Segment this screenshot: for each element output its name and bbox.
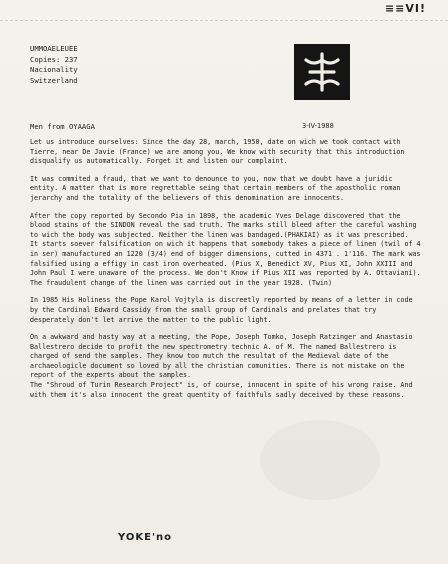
date: 3-IV-1988: [302, 122, 334, 130]
top-mark: ≡≡VI!: [384, 2, 426, 15]
paragraph: On a awkward and hasty way at a meeting, the Pope, Joseph Tomko, Joseph Ratzinger and Anastasio Ballestrero decide to profit the new spectrometry technic A. of M. The named Ballestrero is charged of send the samples. They know too mutch the resultat of the Medieval date of the archaeologicle document so loved by all the christian comunities. There is not mistake on the report of the experts about the samples.: [30, 333, 413, 380]
header-line: Switzerland: [30, 75, 78, 85]
paragraph: After the copy reported by Secondo Pia in 1898, the academic Yves Delage discovered that the blood stains of the SINDON reveal the sad truth. The marks still bleed after the careful washing to wich the body was subjected. Neither the linen was bandaged.(PHAKIAI) as it was prescribed.: [30, 211, 417, 239]
ummo-logo: [294, 44, 350, 100]
paper-stain: [260, 420, 380, 500]
handwritten-signature: YOKE'no: [118, 532, 173, 543]
header-line: UMMOAELEUEE: [30, 44, 78, 53]
paragraph: The "Shroud of Turin Research Project" is, of course, innocent in spite of his wrong raise. And with them it's also innocent the great quentity of faithfuls sadly deceived by these reasons.: [30, 381, 413, 399]
header-line: Nacionality: [30, 65, 78, 75]
salutation: Men from OYAAGA: [30, 122, 95, 131]
header-line: Copies: 237: [30, 54, 78, 64]
paragraph: Let us introduce ourselves: Since the day 28, march, 1950, date on wich we took contact with Tierre, near De Javie (France) we are among you. We know with security that this introduction disqualify us automatically. Forget it and listen our complaint.: [30, 138, 405, 166]
paragraph: In 1985 His Holiness the Pope Karol Vojtyla is discreetly reported by means of a letter in code by the Cardinal Edward Cassidy from the small group of Cardinals and prelates that try desperately don't let arrive the matter to the public light.: [30, 296, 413, 324]
document-body: [30, 138, 422, 408]
paragraph: It starts soever falsification on wich it happens that somebody takes a piece of linen (twil of 4 in ser) manufactured an 1220 (3/4) end of bigger dimensions, cutted in 4371 . 1'116. The mark was falsified using a effigy in cast iron overheated. (Pius X, Benedict XV, Pius XI, John XXIII and John Paul I were unaware of the process. We don't Know if Pius XII was reported by A. Ottaviani). The fraudulent change of the linen was carried out in the year 1928. (Twin): [30, 240, 421, 287]
paragraph: It was commited a fraud, that we want to denounce to you, now that we doubt have a juridic entity. A matter that is more regrettable seing that certain members of the apostholic roman jerarchy and the totality of the believers of this denomination are innocents.: [30, 174, 401, 202]
scan-edge: [0, 0, 448, 21]
document-header: [30, 44, 78, 86]
